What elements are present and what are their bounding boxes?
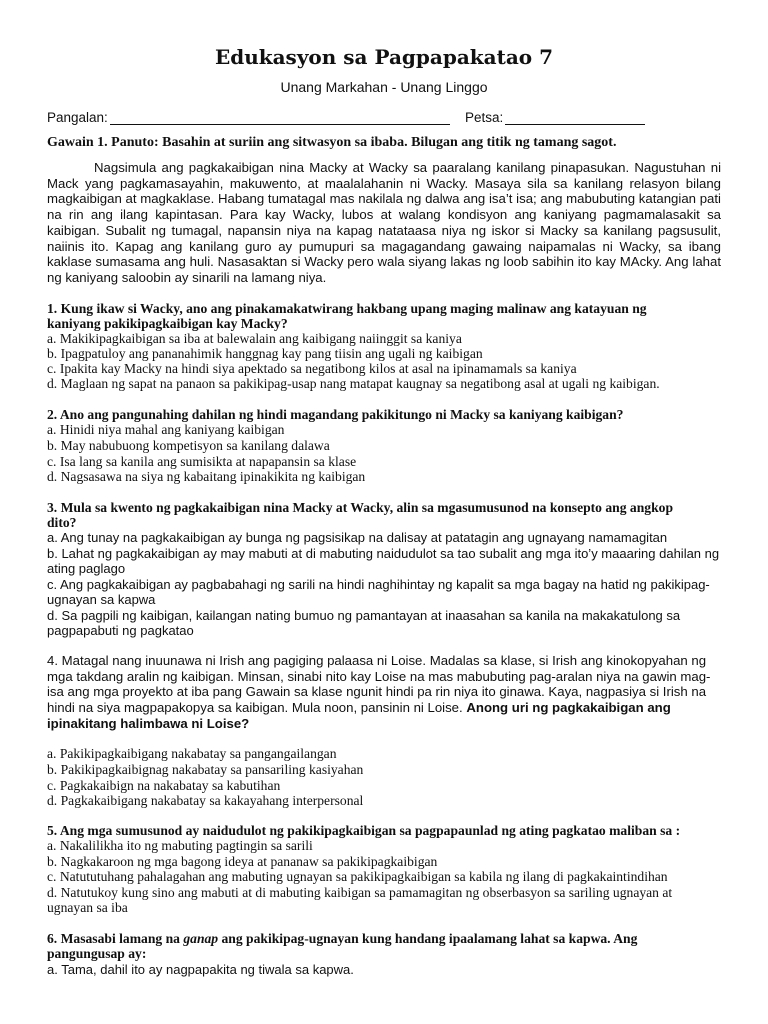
q4-passage-text: 4. Matagal nang inuunawa ni Irish ang pagiging palaasa ni Loise. Madalas sa klase, si Irish ang kinokopyahan ng mga takdang aralin ng kaibigan. Minsan, sinabi nito kay Loise na mas mabubuting pag-aralan niya na gawin mag-isa ang mga proyekto at iba pang Gawain sa klase ngunit hindi pa rin niya ito ginawa. Kaya, nagpasiya si Irish na hindi na siya magpapakopya sa kaibigan. Mula noon, pansinin ni Loise. bbox=[47, 653, 711, 716]
q2-option-b[interactable]: b. May nabubuong kompetisyon sa kanilang dalawa bbox=[47, 438, 330, 453]
q5-stem: 5. Ang mga sumusunod ay naidudulot ng pakikipagkaibigan sa pagpapaunlad ng ating pagkatao maliban sa : bbox=[47, 823, 681, 838]
q5-option-d-line2[interactable]: ugnayan sa iba bbox=[47, 900, 128, 915]
q3-stem-line2: dito? bbox=[47, 515, 77, 530]
q1-stem-line2: kaniyang pakikipagkaibigan kay Macky? bbox=[47, 316, 288, 331]
q5-option-d-line1[interactable]: d. Natutukoy kung sino ang mabuti at di mabuting kaibigan sa pamamagitan ng obserbasyon sa sariling ugnayan at bbox=[47, 885, 673, 900]
q1-option-a[interactable]: a. Makikipagkaibigan sa iba at balewalain ang kaibigang naiinggit sa kaniya bbox=[47, 331, 462, 346]
q6-stem-pre: 6. Masasabi lamang na bbox=[47, 931, 184, 946]
q6-stem-line1 bbox=[47, 931, 637, 947]
q1-stem-line1: 1. Kung ikaw si Wacky, ano ang pinakamakatwirang hakbang upang maging malinaw ang katayuan ng bbox=[47, 301, 647, 316]
worksheet-title: Edukasyon sa Pagpapakatao 7 bbox=[214, 45, 554, 69]
q4-option-d[interactable]: d. Pagkakaibigang nakabatay sa kakayahang interpersonal bbox=[47, 793, 364, 808]
q3-stem-line1: 3. Mula sa kwento ng pagkakaibigan nina Macky at Wacky, alin sa mgasumusunod na konsepto ang angkop bbox=[47, 500, 674, 515]
q6-stem-line2: pangungusap ay: bbox=[47, 946, 147, 961]
q6-stem-post: ang pakikipag-ugnayan kung handang ipaalamang lahat sa kapwa. Ang bbox=[218, 931, 638, 946]
q4-option-a[interactable]: a. Pakikipagkaibigang nakabatay sa pangangailangan bbox=[47, 746, 337, 761]
q2-option-d[interactable]: d. Nagsasawa na siya ng kabaitang ipinakikita ng kaibigan bbox=[47, 469, 366, 484]
instructions: Gawain 1. Panuto: Basahin at suriin ang sitwasyon sa ibaba. Bilugan ang titik ng tamang sagot. bbox=[47, 135, 617, 150]
q6-stem-emphasis: ganap bbox=[183, 931, 219, 946]
q3-option-d-line1[interactable]: d. Sa pagpili ng kaibigan, kailangan nating bumuo ng pamantayan at inaasahan sa kanila na makakatulong sa bbox=[47, 608, 681, 623]
q5-option-b[interactable]: b. Nagkakaroon ng mga bagong ideya at pananaw sa pakikipagkaibigan bbox=[47, 854, 438, 869]
date-field[interactable] bbox=[505, 110, 645, 125]
q4-question: Anong uri ng pagkakaibigan ang ipinakitang halimbawa ni Loise? bbox=[47, 700, 671, 731]
name-field[interactable] bbox=[110, 110, 450, 125]
q3-option-c-line1[interactable]: c. Ang pagkakaibigan ay pagbabahagi ng sarili na hindi naghihintay ng kapalit sa mga bagay na hatid ng pakikipag- bbox=[47, 577, 710, 592]
q2-option-c[interactable]: c. Isa lang sa kanila ang sumisikta at napapansin sa klase bbox=[47, 454, 357, 469]
q4-passage bbox=[47, 653, 719, 732]
q3-option-b-line2[interactable]: ating paglago bbox=[47, 561, 126, 576]
q3-option-b-line1[interactable]: b. Lahat ng pagkakaibigan ay may mabuti at di mabuting naidudulot sa tao subalit ang mga ito’y maaaring dahilan ng bbox=[47, 546, 720, 561]
q4-option-c[interactable]: c. Pagkakaibign na nakabatay sa kabutihan bbox=[47, 778, 281, 793]
q1-option-b[interactable]: b. Ipagpatuloy ang pananahimik hanggnag kay pang tiisin ang ugali ng kaibigan bbox=[47, 346, 483, 361]
worksheet-subtitle: Unang Markahan - Unang Linggo bbox=[280, 79, 488, 95]
q2-option-a[interactable]: a. Hinidi niya mahal ang kaniyang kaibigan bbox=[47, 422, 285, 437]
story-passage: Nagsimula ang pagkakaibigan nina Macky at Wacky sa paaralang kanilang pinapasukan. Nagustuhan ni Mack yang pagkamasayahin, makuwento, at maalalahanin ni Wacky. Masaya sila sa kanilang relasyon bilang magkaibigan at magkaklase. Habang tumatagal mas nakilala ng dalwa ang isa’t isa; ang mabubuting katangian pati na rin ang ilang kapintasan. Para kay Wacky, lubos at walang kondisyon ang kaniyang pagmamalasakit sa kaibigan. Subalit ng tumagal, napansin niya na kapag natataasa niya ng iskor si Macky sa kanilang pagsusulit, naiinis ito. Kapag ang kanilang guro ay pumupuri sa magagandang gawaing naipamalas ni Wacky, sa ibang kaklase sumasama ang huli. Nasasaktan si Wacky pero wala siyang lakas ng loob sabihin ito kay MAcky. Ang lahat ng kaniyang saloobin ay sinarili na lamang niya. bbox=[47, 160, 721, 285]
q3-option-a[interactable]: a. Ang tunay na pagkakaibigan ay bunga ng pagsisikap na dalisay at patatagin ang ugnayang namamagitan bbox=[47, 530, 668, 545]
q3-option-d-line2[interactable]: pagpapabuti ng pagkatao bbox=[47, 623, 194, 638]
q6-option-a[interactable]: a. Tama, dahil ito ay nagpapakita ng tiwala sa kapwa. bbox=[47, 962, 354, 977]
q4-option-b[interactable]: b. Pakikipagkaibignag nakabatay sa pansariling kasiyahan bbox=[47, 762, 364, 777]
q2-stem: 2. Ano ang pangunahing dahilan ng hindi magandang pakikitungo ni Macky sa kaniyang kaibigan? bbox=[47, 407, 624, 422]
q3-option-c-line2[interactable]: ugnayan sa kapwa bbox=[47, 592, 156, 607]
date-label: Petsa: bbox=[465, 110, 504, 125]
q5-option-c[interactable]: c. Natututuhang pahalagahan ang mabuting ugnayan sa pakikipagkaibigan sa kabila ng ilang di pagkakaintindihan bbox=[47, 869, 668, 884]
q1-option-c[interactable]: c. Ipakita kay Macky na hindi siya apektado sa negatibong kilos at asal na ipinamamals sa kaniya bbox=[47, 361, 577, 376]
name-label: Pangalan: bbox=[47, 110, 108, 125]
q1-option-d[interactable]: d. Maglaan ng sapat na panaon sa pakikipag-usap nang matapat kaugnay sa negatibong asal at ugali ng kaibigan. bbox=[47, 376, 660, 391]
q5-option-a[interactable]: a. Nakalilikha ito ng mabuting pagtingin sa sarili bbox=[47, 838, 313, 853]
